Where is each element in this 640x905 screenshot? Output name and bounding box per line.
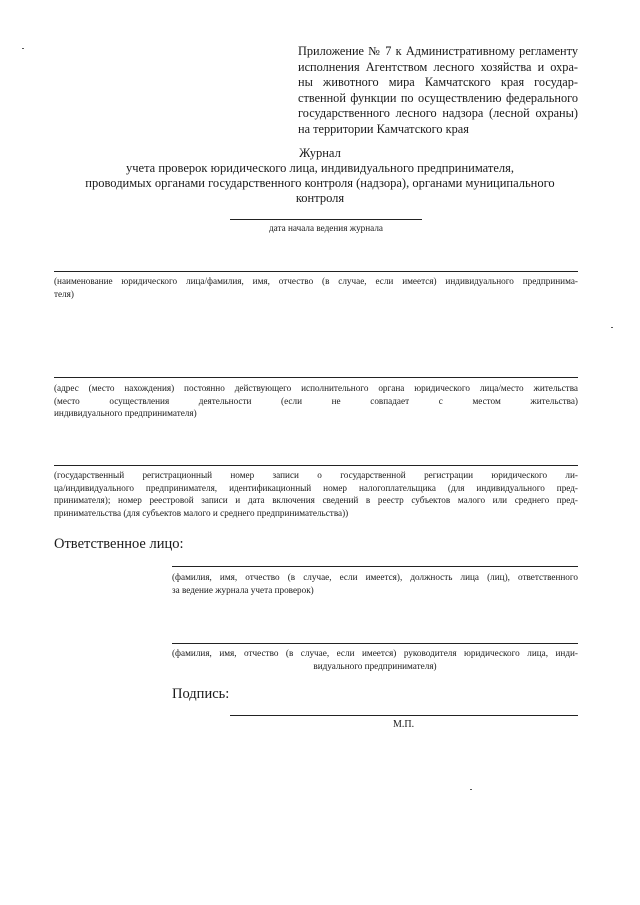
appendix-line-4: ственной функции по осуществлению федерального bbox=[298, 90, 578, 105]
name-line bbox=[54, 271, 578, 272]
title-line-3: контроля bbox=[295, 191, 345, 205]
registration-caption bbox=[54, 469, 578, 519]
scan-speck bbox=[611, 327, 613, 328]
title-line-1: учета проверок юридического лица, индивидуального предпринимателя, bbox=[125, 161, 514, 175]
appendix-line-1: Приложение № 7 к Административному регламенту bbox=[298, 44, 578, 58]
signature-heading: Подпись: bbox=[172, 686, 230, 702]
address-line bbox=[54, 377, 578, 378]
name-caption-line-1: (наименование юридического лица/фамилия, имя, отчество (в случае, если имеется) индивидуального предпринима- bbox=[54, 276, 578, 286]
signature-line bbox=[230, 715, 578, 716]
registration-caption-line-2: ца/индивидуального предпринимателя, идентификационный номер налогоплательщика (для индивидуального пред- bbox=[54, 482, 578, 493]
responsible-heading: Ответственное лицо: bbox=[54, 536, 184, 552]
address-caption-line-1: (адрес (место нахождения) постоянно действующего исполнительного органа юридического лица/место жительства bbox=[54, 383, 578, 393]
address-caption bbox=[54, 382, 578, 420]
responsible-person-caption bbox=[172, 571, 578, 596]
appendix-line-3: ны животного мира Камчатского края государ- bbox=[298, 75, 578, 89]
start-date-line bbox=[230, 219, 422, 220]
registration-caption-line-1: (государственный регистрационный номер записи о государственной регистрации юридического ли- bbox=[54, 470, 578, 480]
title-word: Журнал bbox=[299, 146, 341, 160]
address-caption-line-2: (место осуществления деятельности (если не совпадает с местом жительства) bbox=[54, 395, 578, 406]
responsible-person-caption-line-2: за ведение журнала учета проверок) bbox=[172, 584, 314, 595]
start-date-caption: дата начала ведения журнала bbox=[268, 223, 383, 233]
responsible-person-caption-line-1: (фамилия, имя, отчество (в случае, если имеется), должность лица (лиц), ответственного bbox=[172, 572, 578, 582]
registration-line bbox=[54, 465, 578, 466]
journal-title bbox=[60, 146, 580, 206]
address-caption-line-3: индивидуального предпринимателя) bbox=[54, 408, 197, 418]
name-caption bbox=[54, 275, 578, 300]
head-caption-line-1: (фамилия, имя, отчество (в случае, если имеется) руководителя юридического лица, инди- bbox=[172, 648, 578, 658]
scan-speck bbox=[22, 48, 24, 49]
responsible-person-line bbox=[172, 566, 578, 567]
appendix-note bbox=[298, 44, 578, 137]
name-caption-line-2: теля) bbox=[54, 288, 74, 299]
head-line bbox=[172, 643, 578, 644]
registration-caption-line-3: принимателя); номер реестровой записи и дата включения сведений в реестр субъектов малого или среднего пред- bbox=[54, 495, 578, 505]
appendix-line-6: на территории Камчатского края bbox=[298, 121, 469, 136]
stamp-label: М.П. bbox=[393, 719, 415, 730]
scan-speck bbox=[470, 789, 472, 790]
title-line-2: проводимых органами государственного контроля (надзора), органами муниципального bbox=[85, 176, 555, 190]
head-caption bbox=[172, 647, 578, 672]
appendix-line-2: исполнения Агентством лесного хозяйства и охра- bbox=[298, 59, 578, 74]
head-caption-line-2: видуального предпринимателя) bbox=[313, 660, 437, 671]
appendix-line-5: государственного лесного надзора (лесной охраны) bbox=[298, 106, 578, 120]
registration-caption-line-4: принимательства (для субъектов малого и среднего предпринимательства)) bbox=[54, 507, 349, 518]
